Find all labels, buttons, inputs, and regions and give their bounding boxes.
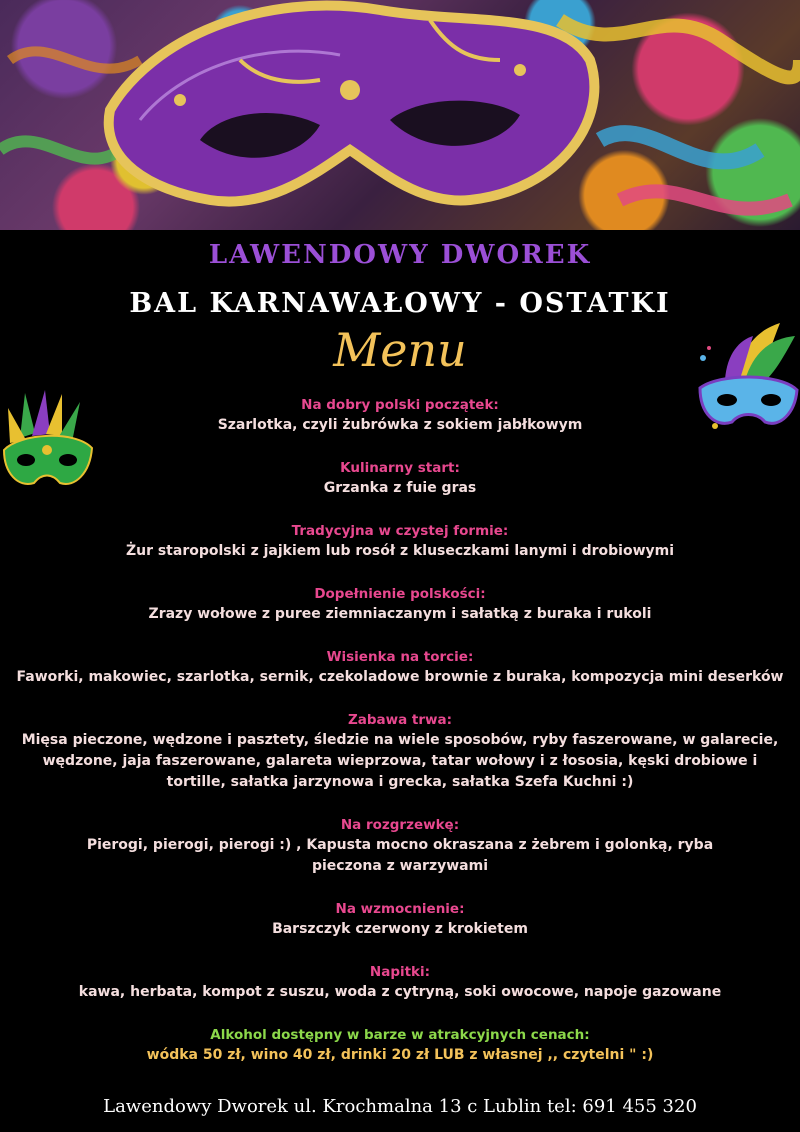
section-items: Mięsa pieczone, wędzone i pasztety, śledzie na wiele sposobów, ryby faszerowane, w galarecie, wędzone, jaja faszerowane, galareta wieprzowa, tatar wołowy i z łososia, kęski drobiowe i tortille, sałatka jarzynowa i grecka, sałatka Szefa Kuchni :): [21, 732, 779, 790]
menu-section-culinary-start: [0, 456, 800, 499]
menu-section-start: [0, 393, 800, 436]
section-items: Szarlotka, czyli żubrówka z sokiem jabłkowym: [217, 417, 583, 433]
menu-heading: Menu: [333, 323, 467, 377]
section-title: Napitki:: [369, 964, 431, 980]
menu-section-drinks: [0, 960, 800, 1003]
menu-section-boost: [0, 897, 800, 940]
section-items: Grzanka z fuie gras: [323, 480, 477, 496]
section-items: Faworki, makowiec, szarlotka, sernik, czekoladowe brownie z buraka, kompozycja mini deserków: [16, 669, 784, 685]
section-items: kawa, herbata, kompot z suszu, woda z cytryną, soki owocowe, napoje gazowane: [78, 984, 722, 1000]
menu-section-soup: [0, 519, 800, 562]
event-title: BAL KARNAWAŁOWY - OSTATKI: [129, 288, 671, 319]
section-items: Zrazy wołowe z puree ziemniaczanym i sałatką z buraka i rukoli: [148, 606, 652, 622]
menu-section-warmup: [0, 813, 800, 877]
menu-section-main: [0, 582, 800, 625]
section-title: Kulinarny start:: [340, 460, 460, 476]
section-title: Dopełnienie polskości:: [314, 586, 486, 602]
menu-section-buffet: [0, 708, 800, 793]
menu-section-alcohol: [0, 1023, 800, 1066]
section-title: Na dobry polski początek:: [301, 397, 499, 413]
section-items: Barszczyk czerwony z krokietem: [272, 921, 528, 937]
section-items: Żur staropolski z jajkiem lub rosół z kluseczkami lanymi i drobiowymi: [125, 543, 675, 559]
menu-section-desserts: [0, 645, 800, 688]
brand-name: LAWENDOWY DWOREK: [208, 240, 592, 270]
carnival-mask-illustration: [0, 0, 800, 230]
carnival-mask-photo: [0, 0, 800, 230]
section-title: Wisienka na torcie:: [326, 649, 474, 665]
section-items: Pierogi, pierogi, pierogi :) , Kapusta mocno okraszana z żebrem i golonką, ryba pieczona z warzywami: [86, 837, 714, 874]
section-items: wódka 50 zł, wino 40 zł, drinki 20 zł LUB z własnej ,, czytelni " :): [146, 1047, 654, 1063]
menu-list: [0, 393, 800, 1086]
section-title: Alkohol dostępny w barze w atrakcyjnych cenach:: [210, 1027, 590, 1043]
section-title: Na rozgrzewkę:: [340, 817, 460, 833]
section-title: Na wzmocnienie:: [335, 901, 465, 917]
section-title: Zabawa trwa:: [347, 712, 453, 728]
section-title: Tradycyjna w czystej formie:: [291, 523, 509, 539]
footer-contact: Lawendowy Dworek ul. Krochmalna 13 c Lublin tel: 691 455 320: [103, 1096, 697, 1117]
